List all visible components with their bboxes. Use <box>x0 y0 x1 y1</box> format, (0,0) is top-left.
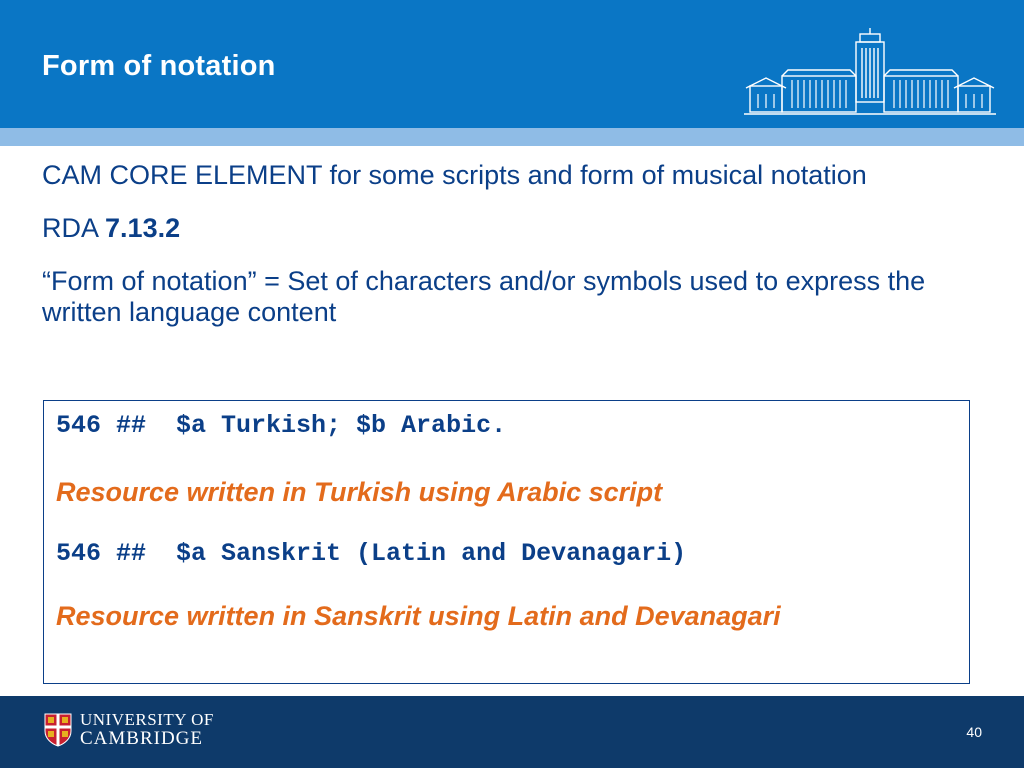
university-line-1: UNIVERSITY OF <box>80 710 214 729</box>
marc-example-2: 546 ## $a Sanskrit (Latin and Devanagari) <box>56 539 687 568</box>
page-number: 40 <box>966 724 982 740</box>
examples-box <box>43 400 970 684</box>
slide-title: Form of notation <box>42 50 276 82</box>
example-1-description: Resource written in Turkish using Arabic script <box>56 477 663 507</box>
marc-example-1: 546 ## $a Turkish; $b Arabic. <box>56 411 507 440</box>
example-2-description: Resource written in Sanskrit using Latin and Devanagari <box>56 601 781 631</box>
rda-prefix: RDA <box>42 213 106 243</box>
definition-text: “Form of notation” = Set of characters and/or symbols used to express the written language content <box>42 266 926 327</box>
rda-reference <box>42 213 982 244</box>
header-stripe <box>0 128 1024 146</box>
university-crest-icon <box>44 713 72 747</box>
university-line-2: CAMBRIDGE <box>80 728 204 749</box>
slide-footer <box>0 696 1024 768</box>
slide-body <box>42 160 982 350</box>
core-element-text: CAM CORE ELEMENT for some scripts and form of musical notation <box>42 160 867 190</box>
rda-rule-number: 7.13.2 <box>105 213 181 243</box>
library-building-logo <box>742 28 998 118</box>
university-wordmark <box>80 710 214 748</box>
slide-header <box>0 0 1024 128</box>
